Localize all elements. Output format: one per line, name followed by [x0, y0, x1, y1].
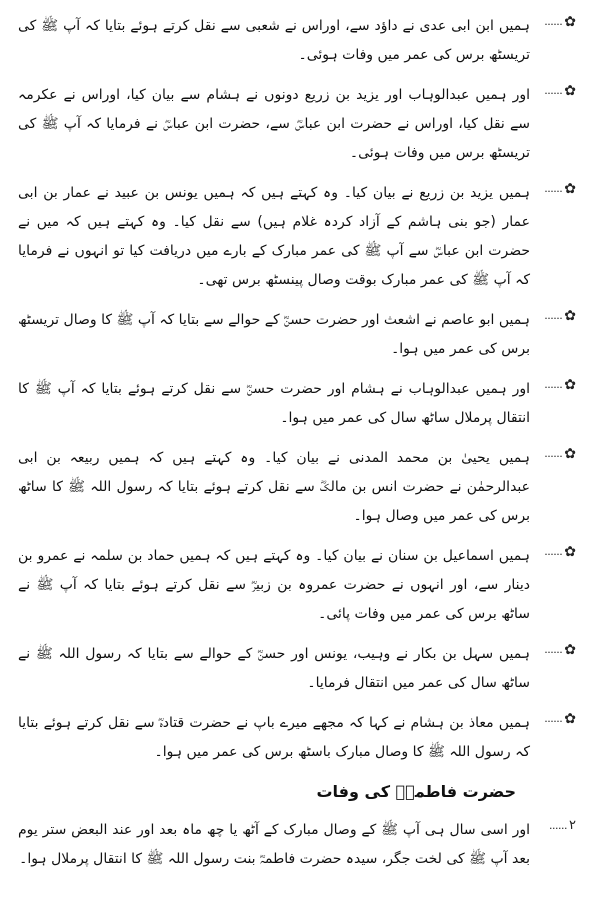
narration-text: ہمیں ابن ابی عدی نے داؤد سے، اوراس نے شعبی سے نقل کرتے ہوئے بتایا کہ آپ ﷺ کی تریسٹھ برس کی عمر میں وفات ہوئی۔: [18, 18, 530, 63]
narration-text: اور ہمیں عبدالوہاب نے ہشام اور حضرت حسنؓ سے نقل کرتے ہوئے بتایا کہ آپ ﷺ کا انتقال پرملال ساٹھ سال کی عمر میں ہوا۔: [18, 381, 530, 426]
narration-6: [18, 444, 576, 531]
flower-bullet-icon: ✿: [564, 308, 576, 324]
flower-bullet-icon: ✿: [564, 83, 576, 99]
narration-1: [18, 12, 576, 70]
bullet-marker: ...... ✿: [544, 308, 576, 324]
bullet-marker: ...... ✿: [544, 544, 576, 560]
section-heading: حضرت فاطمہؓ کی وفات: [316, 782, 516, 801]
number-marker: ...... ۲: [549, 818, 576, 833]
narration-text: اور ہمیں عبدالوہاب اور یزید بن زریع دونوں نے ہشام سے بیان کیا، اوراس نے عکرمہ سے نقل کیا، اوراس نے حضرت ابن عباسؓ سے، حضرت ابن عباسؓ نے فرمایا کہ آپ ﷺ کی تریسٹھ برس میں وفات ہوئی۔: [18, 87, 530, 161]
narration-7: [18, 542, 576, 629]
flower-bullet-icon: ✿: [564, 377, 576, 393]
narration-3: [18, 179, 576, 295]
bullet-marker: ...... ✿: [544, 377, 576, 393]
bullet-marker: ...... ✿: [544, 446, 576, 462]
bullet-marker: ...... ✿: [544, 83, 576, 99]
narration-4: [18, 306, 576, 364]
narration-text: ہمیں ابو عاصم نے اشعث اور حضرت حسنؓ کے حوالے سے بتایا کہ آپ ﷺ کا وصال تریسٹھ برس کی عمر میں ہوا۔: [18, 312, 530, 357]
flower-bullet-icon: ✿: [564, 642, 576, 658]
flower-bullet-icon: ✿: [564, 181, 576, 197]
narration-2: [18, 81, 576, 168]
flower-bullet-icon: ✿: [564, 711, 576, 727]
flower-bullet-icon: ✿: [564, 446, 576, 462]
narration-text: ہمیں اسماعیل بن سنان نے بیان کیا۔ وہ کہتے ہیں کہ ہمیں حماد بن سلمہ نے عمرو بن دینار سے، اور انہوں نے حضرت عمروہ بن زبیرؓ سے نقل کرتے ہوئے بتایا کہ آپ ﷺ نے ساٹھ برس کی عمر میں وفات پائی۔: [18, 548, 530, 622]
narration-text: ہمیں یحییٰ بن محمد المدنی نے بیان کیا۔ وہ کہتے ہیں کہ ہمیں ربیعہ بن ابی عبدالرحمٰن نے حضرت انس بن مالکؓ سے نقل کرتے ہوئے بتایا کہ رسول اللہ ﷺ کا ساٹھ برس کی عمر میں وصال ہوا۔: [18, 450, 530, 524]
flower-bullet-icon: ✿: [564, 544, 576, 560]
numbered-entry: [18, 816, 576, 874]
entry-number: ۲: [569, 818, 576, 833]
narration-9: [18, 709, 576, 767]
narration-text: ہمیں یزید بن زریع نے بیان کیا۔ وہ کہتے ہیں کہ ہمیں یونس بن عبید نے عمار بن ابی عمار (جو بنی ہاشم کے آزاد کردہ غلام ہیں) سے نقل کیا۔ وہ کہتے ہیں کہ میں نے حضرت ابن عباسؓ سے آپ ﷺ کی عمر مبارک کے بارے میں دریافت کیا تو انہوں نے فرمایا کہ آپ ﷺ کی عمر مبارک بوقت وصال پینسٹھ برس تھی۔: [18, 185, 531, 288]
bullet-marker: ...... ✿: [544, 181, 576, 197]
narration-text: ہمیں معاذ بن ہشام نے کہا کہ مجھے میرے باپ نے حضرت قتادہؓ سے نقل کرتے ہوئے بتایا کہ رسول اللہ ﷺ کا وصال مبارک باسٹھ برس کی عمر میں ہوا۔: [18, 715, 530, 760]
numbered-entry-text: اور اسی سال ہی آپ ﷺ کے وصال مبارک کے آٹھ یا چھ ماہ بعد اور عند البعض ستر یوم بعد آپ ﷺ کی لخت جگر، سیدہ حضرت فاطمہؓ بنت رسول اللہ ﷺ کا انتقال پرملال ہوا۔: [18, 822, 530, 867]
bullet-marker: ...... ✿: [544, 14, 576, 30]
narration-8: [18, 640, 576, 698]
flower-bullet-icon: ✿: [564, 14, 576, 30]
bullet-marker: ...... ✿: [544, 711, 576, 727]
bullet-marker: ...... ✿: [544, 642, 576, 658]
narration-text: ہمیں سہل بن بکار نے وہیب، یونس اور حسنؓ کے حوالے سے بتایا کہ رسول اللہ ﷺ نے ساٹھ سال کی عمر میں انتقال فرمایا۔: [18, 646, 530, 691]
narration-5: [18, 375, 576, 433]
